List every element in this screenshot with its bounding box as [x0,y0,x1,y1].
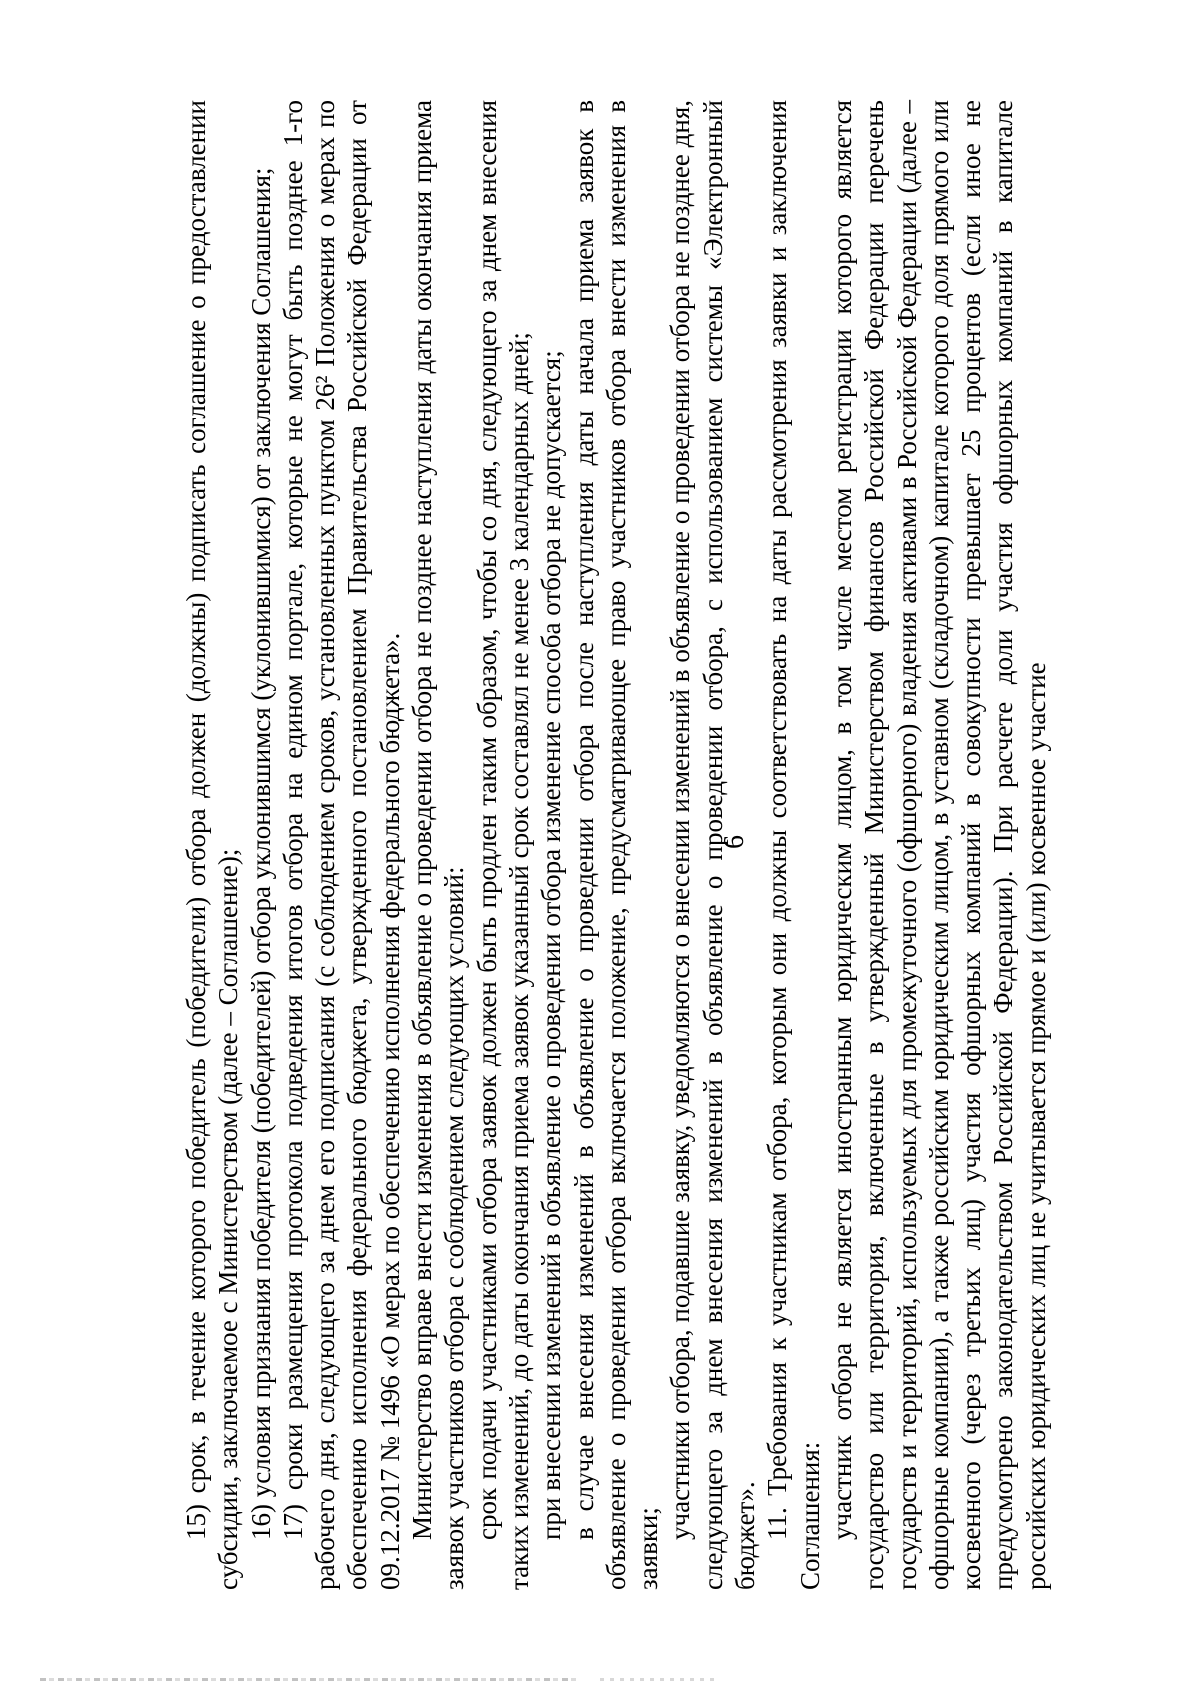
document-body [180,100,1052,1590]
paragraph-method-change: при внесении изменений в объявление о проведении отбора изменение способа отбора не допускается; [536,350,567,1540]
paragraph-notification: участники отбора, подавшие заявку, уведомляются о внесении изменений в объявление о проведении отбора не позднее дня, следующего за днем внесения изменений в объявление о проведении отбора, с использованием системы «Электронный бюджет». [665,100,761,1590]
paragraph-item-16: 16) условия признания победителя (победителей) отбора уклонившимся (уклонившимися) от заключения Соглашения; [245,167,276,1540]
scan-artifact [600,1678,720,1681]
paragraph-deadline-extension: срок подачи участниками отбора заявок должен быть продлен таким образом, чтобы со дня, следующего за днем внесения таких изменений, до даты окончания приема заявок указанный срок составлял не менее 3 календарных дней; [471,100,534,1590]
paragraph-offshore: участник отбора не является иностранным юридическим лицом, в том числе местом регистрации которого является государство или территория, включенные в утвержденный Министерством финансов Российской Федерации перечень государств и территорий, используемых для промежуточного (офшорного) владения активами в Российской Федерации (далее – офшорные компании), а также российским юридическим лицом, в уставном (складочном) капитале которого доля прямого или косвенного (через третьих лиц) участия офшорных компаний в совокупности превышает 25 процентов (если иное не предусмотрено законодательством Российской Федерации). При расчете доли участия офшорных компаний в капитале российских юридических лиц не учитывается прямое и (или) косвенное участие [826,100,1051,1590]
paragraph-section-11: 11. Требования к участникам отбора, которым они должны соответствовать на даты рассмотрения заявки и заключения Соглашения: [762,100,825,1590]
page-number: 6 [719,835,750,849]
paragraph-item-17: 17) сроки размещения протокола подведения итогов отбора на едином портале, которые не могут быть позднее 1-го рабочего дня, следующего за днем его подписания (с соблюдением сроков, установленных пунктом 26² Положения о мерах по обеспечению исполнения федерального бюджета, утвержденного постановлением Правительства Российской Федерации от 09.12.2017 № 1496 «О мерах по обеспечению исполнения федерального бюджета». [277,100,405,1590]
scan-artifact [40,1678,580,1681]
paragraph-amendments: Министерство вправе внести изменения в объявление о проведении отбора не позднее наступления даты окончания приема заявок участников отбора с соблюдением следующих условий: [407,100,470,1590]
paragraph-application-changes: в случае внесения изменений в объявление о проведении отбора после наступления даты начала приема заявок в объявление о проведении отбора включается положение, предусматривающее право участников отбора внести изменения в заявки; [568,100,664,1590]
paragraph-item-15: 15) срок, в течение которого победитель (победители) отбора должен (должны) подписать соглашение о предоставлении субсидии, заключаемое с Министерством (далее – Соглашение); [181,100,244,1590]
